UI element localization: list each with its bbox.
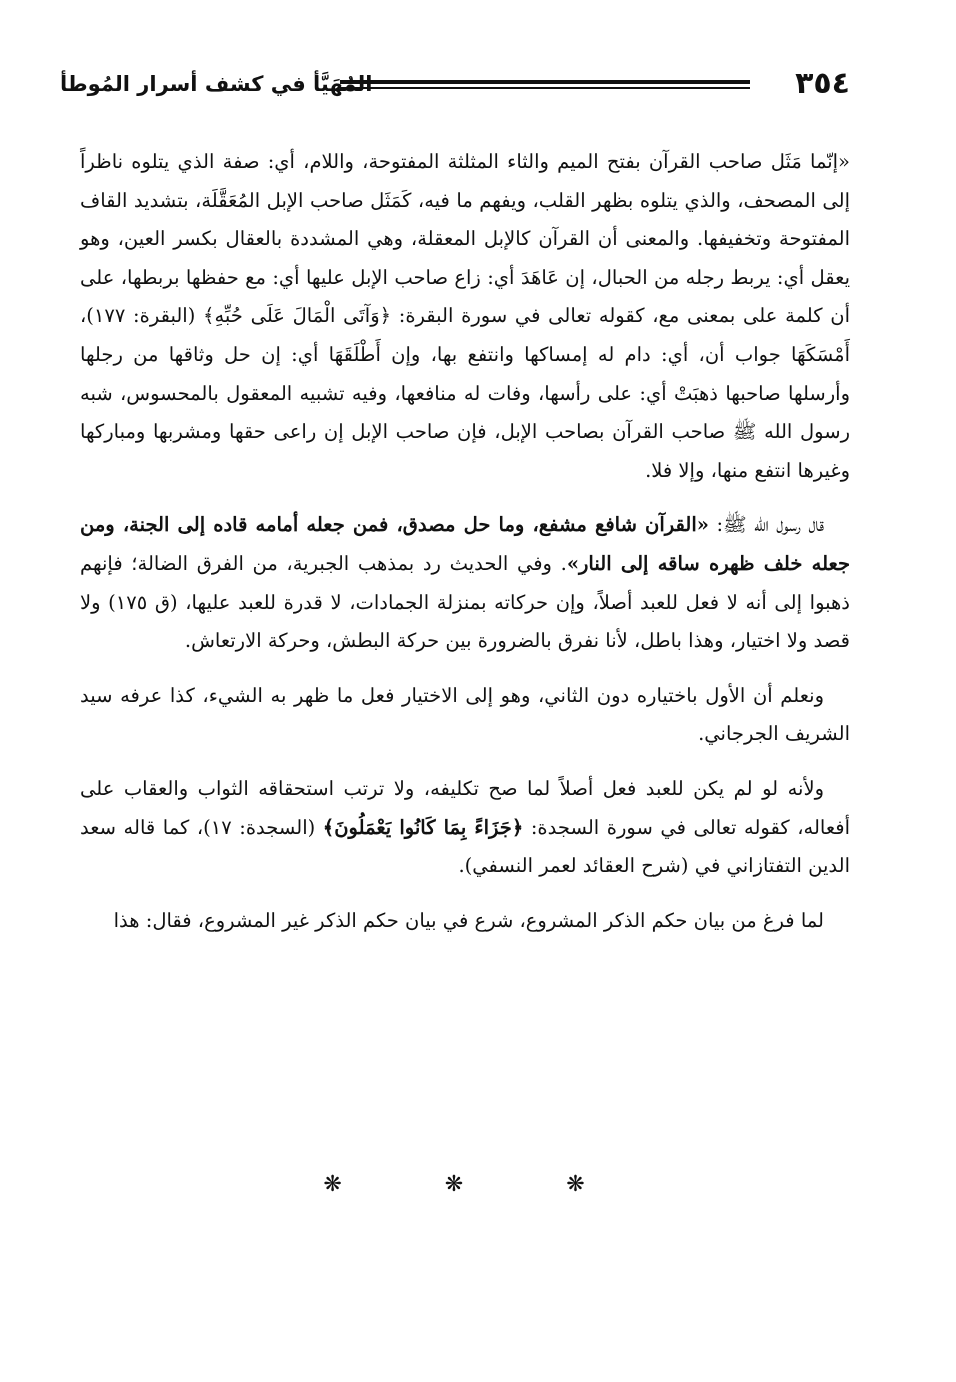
paragraph-4-suffix: (السجدة: ١٧)، كما قاله سعد الدين التفتازاني في (شرح العقائد لعمر النسفي). bbox=[80, 815, 850, 878]
paragraph-2 bbox=[80, 506, 850, 660]
book-title: المُهَيَّأ في كشف أسرار المُوطأ bbox=[60, 72, 373, 96]
paragraph-5: لما فرغ من بيان حكم الذكر المشروع، شرع في بيان حكم الذكر غير المشروع، فقال: هذا bbox=[113, 908, 824, 932]
section-separator: ❋ ❋ ❋ bbox=[323, 1172, 633, 1197]
paragraph-2-suffix: . وفي الحديث رد بمذهب الجبرية، من الفرق الضالة؛ فإنهم ذهبوا إلى أنه لا فعل للعبد أصلاً، وإن حركاته بمنزلة الجمادات، لا قدرة للعبد عليها، (ق ١٧٥) ولا قصد ولا اختيار، وهذا باطل، لأنا نفرق بالضرورة بين حركة البطش، وحركة الارتعاش. bbox=[80, 551, 850, 653]
paragraph-3: ونعلم أن الأول باختياره دون الثاني، وهو إلى الاختيار فعل ما ظهر به الشيء، كذا عرفه سيد الشريف الجرجاني. bbox=[80, 683, 850, 746]
page-number: ٣٥٤ bbox=[795, 66, 850, 101]
paragraph-1: «إنّما مَثَل صاحب القرآن بفتح الميم والثاء المثلثة المفتوحة، واللام، أي: صفة الذي يتلوه ناظراً إلى المصحف، والذي يتلوه بظهر القلب، ويفهم ما فيه، كَمَثَل صاحب الإبل المُعَقَّلَة، بتشديد القاف المفتوحة وتخفيفها. والمعنى أن القرآن كالإبل المعقلة، وهي المشددة بالعقال بكسر العين، وهو يعقل أي: يربط رجله من الحبال، إن عَاهَدَ أي: زاع صاحب الإبل عليها أي: مع حفظها بربطها، على أن كلمة على بمعنى مع، كقوله تعالى في سورة البقرة: ﴿وَآتَى الْمَالَ عَلَى حُبِّهِ﴾ (البقرة: ١٧٧)، أَمْسَكَهَا جواب أن، أي: دام له إمساكها وانتفع بها، وإن أَطْلَقَهَا أي: إن حل وثاقها من رجلها وأرسلها صاحبها ذهبَتْ أي: على رأسها، وفات له منافعها، وفيه تشبيه المعقول بالمحسوس، شبه رسول الله ﷺ صاحب القرآن بصاحب الإبل، فإن صاحب الإبل إن راعى حقها ومشربها ومباركها وغيرها انتفع منها، وإلا فلا. bbox=[80, 150, 850, 482]
paragraph-4 bbox=[80, 770, 850, 886]
header-rule bbox=[340, 80, 750, 90]
quran-verse: ﴿جَزَاءً بِمَا كَانُوا يَعْمَلُونَ﴾ bbox=[322, 815, 524, 839]
paragraph-2-prefix: قال رسول الله ﷺ: bbox=[708, 513, 824, 537]
page-header bbox=[60, 62, 850, 112]
main-text bbox=[80, 143, 850, 940]
paragraph-4-prefix: ولأنه لو لم يكن للعبد فعل أصلاً لما صح تكليفه، ولا ترتب استحقاقه الثواب والعقاب على أفعاله، كقوله تعالى في سورة السجدة: bbox=[80, 776, 850, 839]
hadith-quote: «القرآن شافع مشفع، وما حل مصدق، فمن جعله أمامه قاده إلى الجنة، ومن جعله خلف ظهره ساقه إلى النار» bbox=[80, 513, 850, 575]
